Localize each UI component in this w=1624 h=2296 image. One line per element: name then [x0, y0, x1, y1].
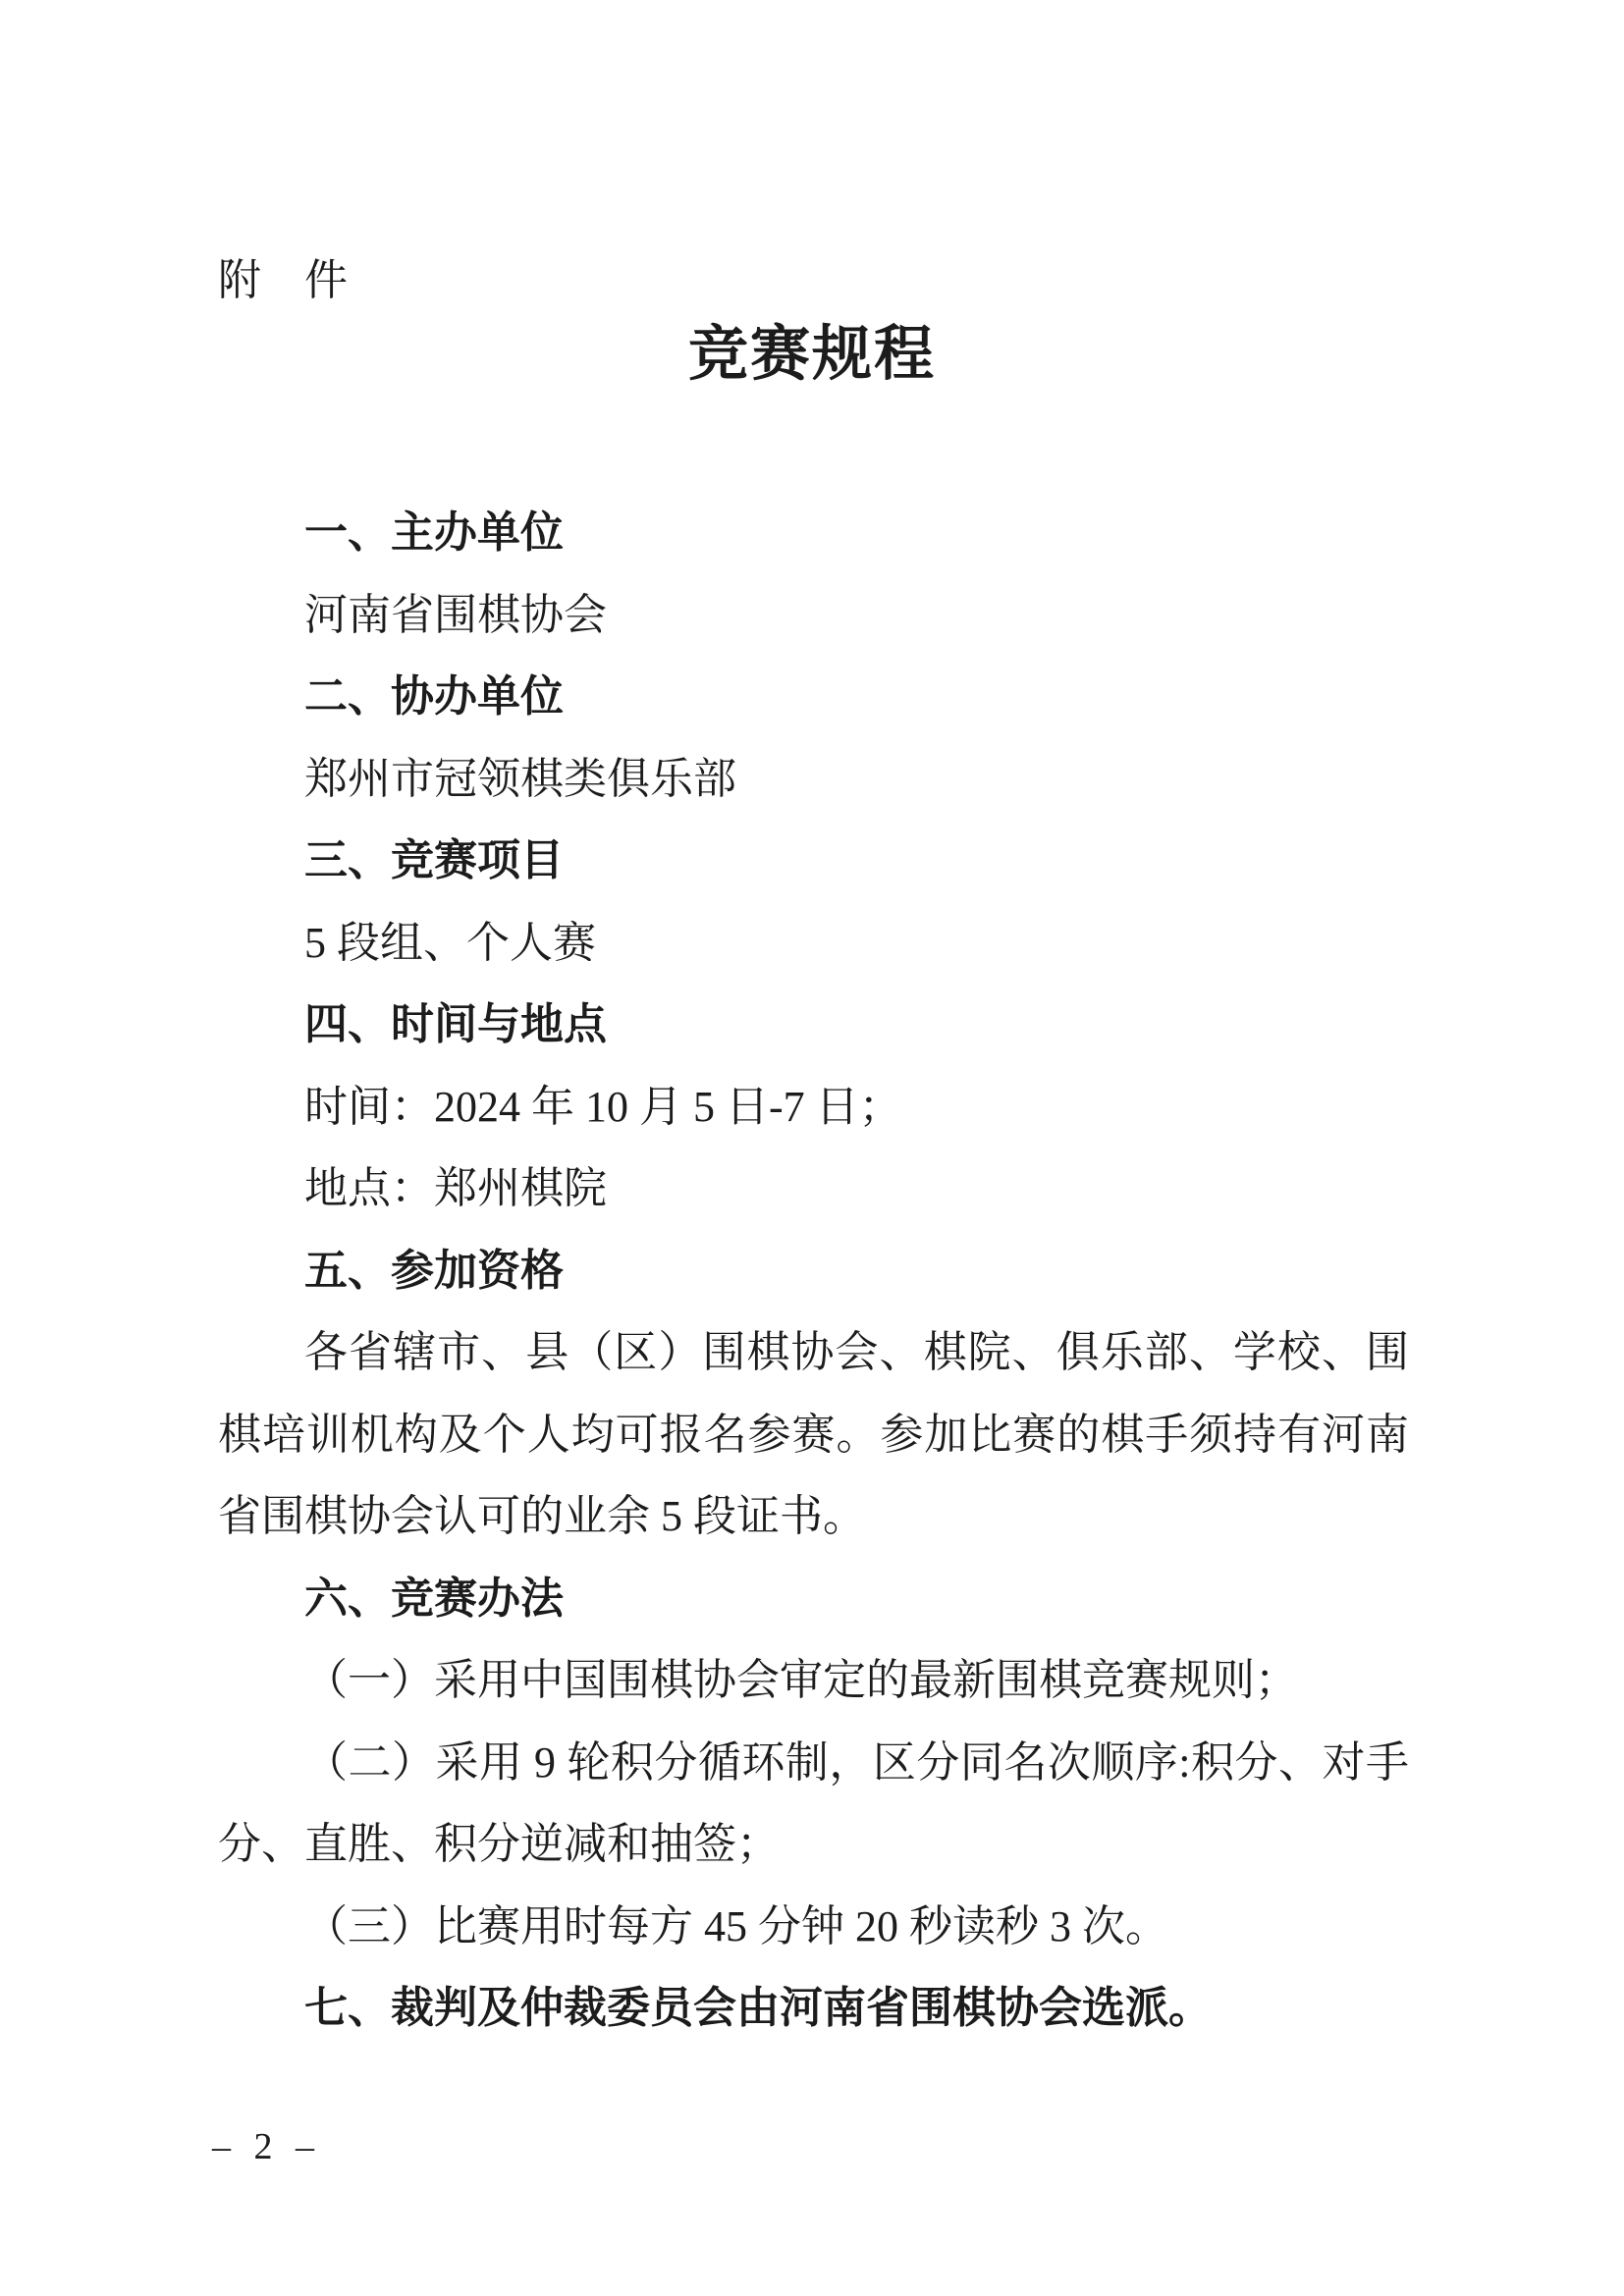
document-line: （三）比赛用时每方 45 分钟 20 秒读秒 3 次。	[304, 1901, 1168, 1950]
document-line: 各省辖市、县（区）围棋协会、棋院、俱乐部、学校、围	[304, 1328, 1409, 1376]
page-title: 竞赛规程	[687, 320, 936, 387]
document-line: 郑州市冠领棋类俱乐部	[304, 754, 736, 803]
document-line: 四、时间与地点	[304, 1000, 607, 1048]
document-line: 分、直胜、积分逆减和抽签；	[218, 1820, 780, 1868]
document-line: 三、竞赛项目	[304, 836, 564, 884]
document-line: 省围棋协会认可的业余 5 段证书。	[218, 1492, 866, 1540]
document-line: 地点：郑州棋院	[304, 1164, 607, 1212]
document-body	[218, 492, 1409, 2050]
attachment-label: 附 件	[218, 256, 348, 304]
document-line: 一、主办单位	[304, 508, 564, 557]
document-line: （二）采用 9 轮积分循环制，区分同名次顺序:积分、对手	[304, 1737, 1409, 1787]
document-line: 河南省围棋协会	[304, 590, 607, 639]
document-line: （一）采用中国围棋协会审定的最新围棋竞赛规则；	[304, 1656, 1298, 1704]
document-line: 时间：2024 年 10 月 5 日-7 日；	[304, 1082, 902, 1131]
document-line: 六、竞赛办法	[304, 1574, 564, 1623]
document-line: 七、裁判及仲裁委员会由河南省围棋协会选派。	[304, 1984, 1212, 2032]
document-line: 棋培训机构及个人均可报名参赛。参加比赛的棋手须持有河南	[218, 1410, 1409, 1459]
document-line: 五、参加资格	[304, 1246, 564, 1295]
document-line: 5 段组、个人赛	[304, 918, 596, 967]
page-number: – 2 –	[212, 2126, 321, 2167]
document-line: 二、协办单位	[304, 672, 564, 721]
